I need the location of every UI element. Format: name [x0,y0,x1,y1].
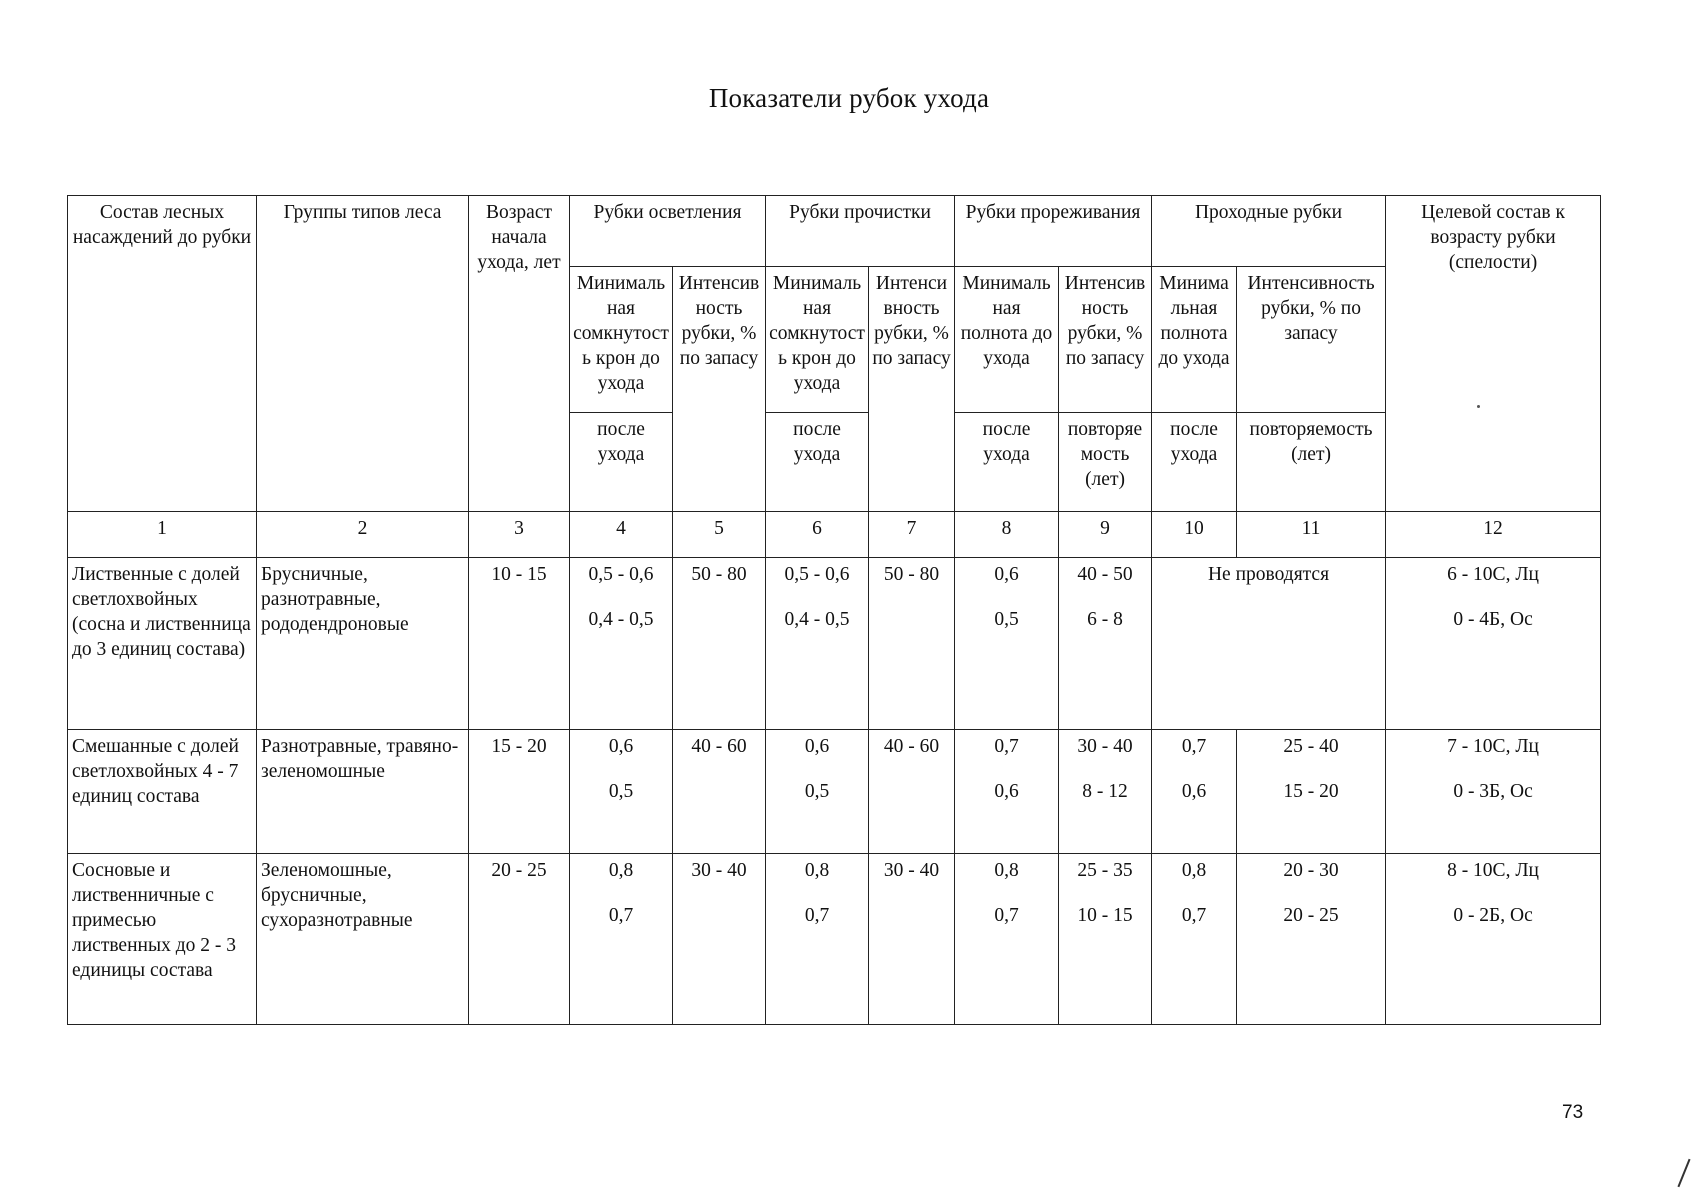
start-age-cell: 20 - 25 [469,854,570,1025]
page-number: 73 [1562,1102,1584,1123]
header-prr-after: после ухода [955,413,1059,512]
pro-intensity-cell: 30 - 40 [869,854,955,1025]
value-before: 0,8 [608,860,634,881]
osv-intensity-cell: 30 - 40 [673,854,766,1025]
target-line: 7 - 10С, Лц [1447,736,1539,757]
column-number: 5 [673,512,766,558]
value-intensity: 20 - 30 [1283,860,1339,881]
page-title: Показатели рубок ухода [708,83,990,113]
value-before: 0,8 [994,860,1019,881]
pro-density-cell [766,730,869,854]
table-row [68,730,1601,854]
value-intensity: 25 - 40 [1283,736,1339,757]
value-before: 0,6 [804,736,830,757]
value-repeat: 15 - 20 [1283,781,1339,802]
value-after: 0,6 [994,781,1019,802]
header-forest-types: Группы типов леса [257,196,469,512]
value-after: 0,5 [608,781,634,802]
header-group-prohodnye: Проходные рубки [1152,196,1386,267]
value-repeat: 6 - 8 [1087,609,1123,630]
value-after: 0,4 - 0,5 [588,609,654,630]
column-number: 4 [570,512,673,558]
value-before: 0,8 [1181,860,1207,881]
value-after: 0,7 [1181,905,1207,926]
thinning-indicators-table [67,195,1601,1025]
value-repeat: 10 - 15 [1077,905,1133,926]
table-row [68,854,1601,1025]
header-row-groups [68,196,1601,267]
pro-density-cell [766,854,869,1025]
value-before: 0,8 [804,860,830,881]
target-line: 0 - 2Б, Ос [1453,905,1533,926]
header-prh-min-fullness: Минимальная полнота до ухода [1152,267,1237,413]
header-prh-after: после ухода [1152,413,1237,512]
value-repeat: 8 - 12 [1082,781,1128,802]
value-after: 0,4 - 0,5 [784,609,850,630]
column-number: 8 [955,512,1059,558]
value-before: 0,7 [1181,736,1207,757]
column-number: 10 [1152,512,1237,558]
start-age-cell: 15 - 20 [469,730,570,854]
forest-types-cell: Разнотравные, травяно-зеленомошные [257,730,469,854]
osv-density-cell [570,854,673,1025]
target-composition-cell [1386,730,1601,854]
value-before: 0,6 [994,564,1019,585]
forest-types-cell: Брусничные, разнотравные, рододендроновые [257,558,469,730]
value-before: 0,5 - 0,6 [784,564,850,585]
header-pro-intensity: Интенсивность рубки, % по запасу [869,267,955,512]
osv-density-cell [570,558,673,730]
column-number: 12 [1386,512,1601,558]
column-number: 3 [469,512,570,558]
header-group-osvetlenie: Рубки осветления [570,196,766,267]
target-line: 8 - 10С, Лц [1447,860,1539,881]
value-before: 0,7 [994,736,1019,757]
header-composition: Состав лесных насаждений до рубки [68,196,257,512]
column-number: 6 [766,512,869,558]
value-repeat: 20 - 25 [1283,905,1339,926]
target-composition-cell [1386,854,1601,1025]
header-osv-min-density: Минимальная сомкнутость крон до ухода [570,267,673,413]
composition-cell: Сосновые и лиственничные с примесью лиственных до 2 - 3 единицы состава [68,854,257,1025]
prr-intensity-cell [1059,730,1152,854]
start-age-cell: 10 - 15 [469,558,570,730]
prh-intensity-cell [1237,854,1386,1025]
target-composition-cell [1386,558,1601,730]
value-intensity: 40 - 50 [1077,564,1133,585]
osv-intensity-cell: 50 - 80 [673,558,766,730]
column-number: 9 [1059,512,1152,558]
pro-intensity-cell: 40 - 60 [869,730,955,854]
target-line: 6 - 10С, Лц [1447,564,1539,585]
header-prr-repeat: повторяемость (лет) [1059,413,1152,512]
value-intensity: 25 - 35 [1077,860,1133,881]
column-number: 11 [1237,512,1386,558]
value-after: 0,7 [804,905,830,926]
table-row [68,558,1601,730]
header-target-composition: Целевой состав к возрасту рубки (спелости) [1386,196,1601,512]
scan-dot [1477,405,1480,408]
composition-cell: Лиственные с долей светлохвойных (сосна и лиственница до 3 единиц состава) [68,558,257,730]
header-group-prorezhivanie: Рубки прореживания [955,196,1152,267]
prh-fullness-cell [1152,730,1237,854]
header-prr-intensity: Интенсивность рубки, % по запасу [1059,267,1152,413]
prr-intensity-cell [1059,854,1152,1025]
prr-intensity-cell [1059,558,1152,730]
value-before: 0,6 [608,736,634,757]
value-after: 0,6 [1181,781,1207,802]
prr-fullness-cell [955,558,1059,730]
header-start-age: Возраст начала ухода, лет [469,196,570,512]
value-before: 0,5 - 0,6 [588,564,654,585]
prh-fullness-cell [1152,854,1237,1025]
pro-intensity-cell: 50 - 80 [869,558,955,730]
column-number: 1 [68,512,257,558]
value-after: 0,7 [994,905,1019,926]
header-prh-intensity: Интенсивность рубки, % по запасу [1237,267,1386,413]
value-after: 0,5 [804,781,830,802]
column-number: 7 [869,512,955,558]
osv-intensity-cell: 40 - 60 [673,730,766,854]
value-after: 0,5 [994,609,1019,630]
prr-fullness-cell [955,854,1059,1025]
not-conducted-cell: Не проводятся [1152,558,1386,730]
target-line: 0 - 3Б, Ос [1453,781,1533,802]
prr-fullness-cell [955,730,1059,854]
scan-mark [1677,1159,1690,1188]
target-line: 0 - 4Б, Ос [1453,609,1533,630]
forest-types-cell: Зеленомошные, брусничные, сухоразнотравные [257,854,469,1025]
header-prr-min-fullness: Минимальная полнота до ухода [955,267,1059,413]
value-intensity: 30 - 40 [1077,736,1133,757]
header-osv-after: после ухода [570,413,673,512]
composition-cell: Смешанные с долей светлохвойных 4 - 7 единиц состава [68,730,257,854]
header-group-prochistka: Рубки прочистки [766,196,955,267]
prh-intensity-cell [1237,730,1386,854]
column-numbers-row [68,512,1601,558]
value-after: 0,7 [608,905,634,926]
column-number: 2 [257,512,469,558]
header-osv-intensity: Интенсивность рубки, % по запасу [673,267,766,512]
header-pro-min-density: Минимальная сомкнутость крон до ухода [766,267,869,413]
osv-density-cell [570,730,673,854]
header-prh-repeat: повторяемость (лет) [1237,413,1386,512]
header-pro-after: после ухода [766,413,869,512]
pro-density-cell [766,558,869,730]
